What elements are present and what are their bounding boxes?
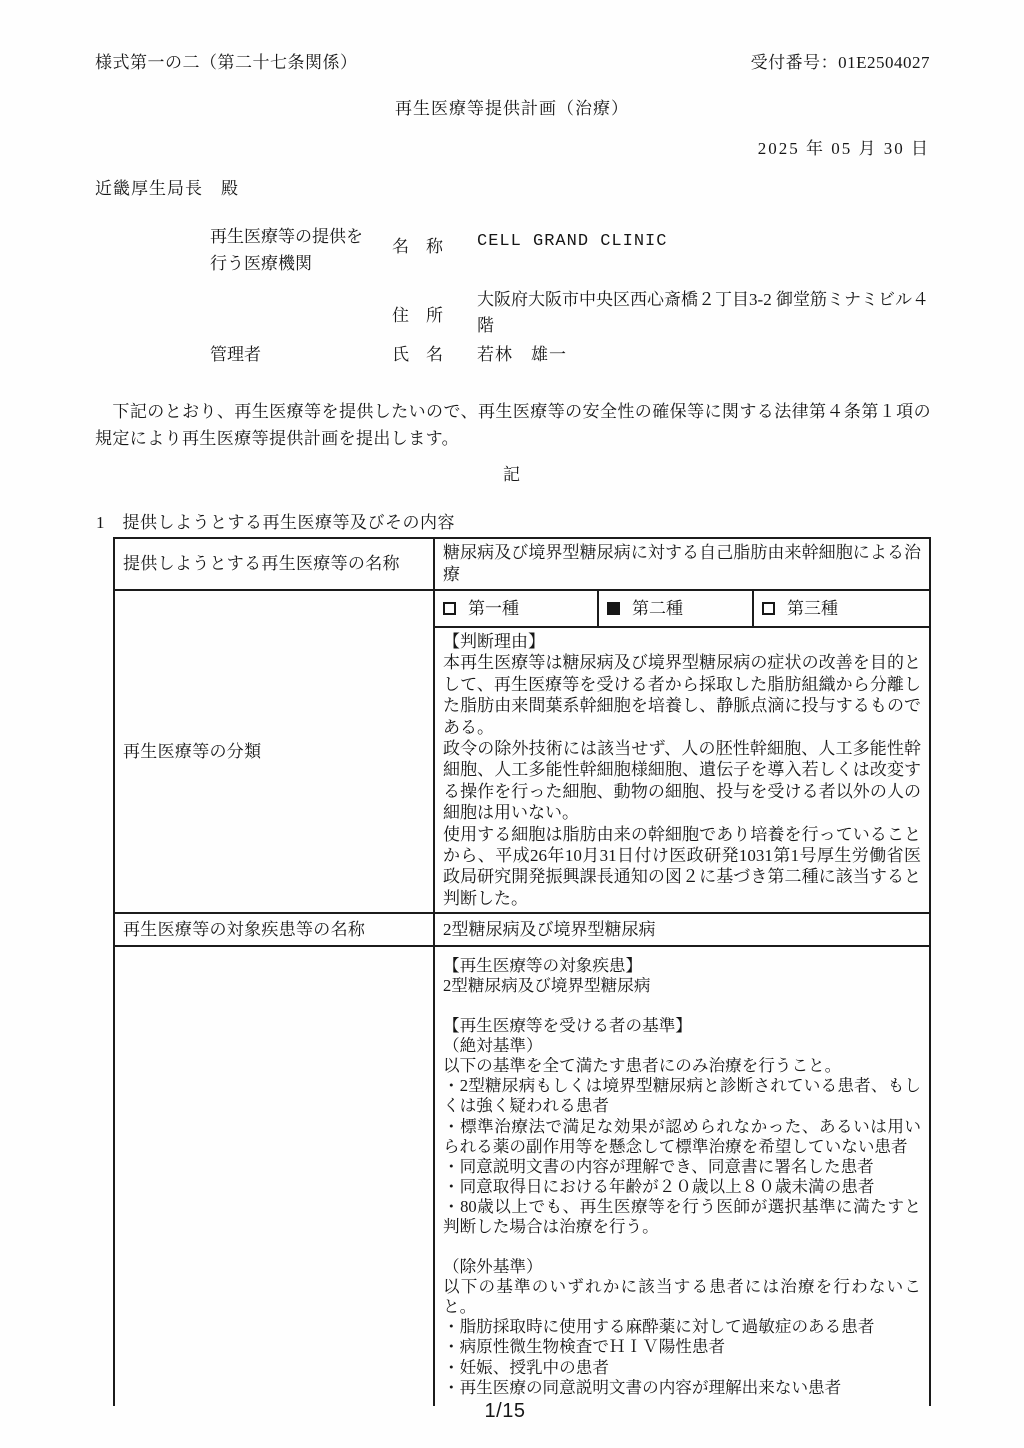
document-title: 再生医療等提供計画（治療） bbox=[395, 99, 629, 118]
exclusion-criteria-item: ・再生医療の同意説明文書の内容が理解出来ない患者 bbox=[443, 1377, 842, 1397]
institution-address-label: 住 所 bbox=[392, 306, 443, 325]
checkbox-type3-icon bbox=[762, 602, 775, 615]
classification-type1-label: 第一種 bbox=[468, 598, 519, 618]
manager-label: 管理者 bbox=[210, 345, 261, 364]
judgment-reason-title: 【判断理由】 bbox=[443, 632, 545, 651]
treatment-name-value: 糖尿病及び境界型糖尿病に対する自己脂肪由来幹細胞による治療 bbox=[434, 538, 930, 590]
provider-institution-label-line2: 行う医療機関 bbox=[210, 254, 312, 273]
judgment-reason-paragraph: 使用する細胞は脂肪由来の幹細胞であり培養を行っていることから、平成26年10月31日付け医政研発1031第1号厚生労働省医政局研究開発振興課長通知の図２に基づき第二種に該当すると判断した。 bbox=[443, 824, 922, 908]
target-disease-section-value: 2型糖尿病及び境界型糖尿病 bbox=[443, 975, 651, 995]
checkbox-type1-icon bbox=[443, 602, 456, 615]
institution-name-value: CELL GRAND CLINIC bbox=[477, 232, 668, 251]
form-number: 様式第一の二（第二十七条関係） bbox=[95, 53, 358, 72]
checkbox-type2-icon bbox=[607, 602, 620, 615]
absolute-criteria-item: ・同意説明文書の内容が理解でき、同意書に署名した患者 bbox=[443, 1156, 874, 1176]
absolute-criteria-item: ・2型糖尿病もしくは境界型糖尿病と診断されている患者、もしくは強く疑われる患者 bbox=[443, 1076, 922, 1116]
manager-name-label: 氏 名 bbox=[392, 345, 443, 364]
table-row-patient-criteria bbox=[114, 946, 930, 1406]
table-row-target-disease bbox=[114, 913, 930, 946]
target-disease-value: 2型糖尿病及び境界型糖尿病 bbox=[434, 913, 930, 946]
exclusion-criteria-item: ・病原性微生物検査でＨＩＶ陽性患者 bbox=[443, 1337, 726, 1357]
classification-type1-cell bbox=[434, 590, 598, 627]
absolute-criteria-item: ・80歳以上でも、再生医療等を行う医師が選択基準に満たすと判断した場合は治療を行う。 bbox=[443, 1196, 922, 1236]
page-number: 1/15 bbox=[484, 1400, 526, 1422]
classification-label: 再生医療等の分類 bbox=[114, 590, 434, 913]
exclusion-criteria-item: ・脂肪採取時に使用する麻酔薬に対して過敏症のある患者 bbox=[443, 1317, 875, 1337]
manager-name-value: 若林 雄一 bbox=[477, 345, 567, 364]
classification-type2-cell bbox=[598, 590, 753, 627]
absolute-criteria-item: ・同意取得日における年齢が２０歳以上８０歳未満の患者 bbox=[443, 1176, 875, 1196]
record-mark: 記 bbox=[503, 465, 521, 484]
target-disease-label: 再生医療等の対象疾患等の名称 bbox=[114, 913, 434, 946]
treatment-name-label: 提供しようとする再生医療等の名称 bbox=[114, 538, 434, 590]
exclusion-criteria-intro: 以下の基準のいずれかに該当する患者には治療を行わないこと。 bbox=[443, 1277, 922, 1317]
judgment-reason-cell bbox=[434, 627, 930, 913]
absolute-criteria-title: （絶対基準） bbox=[443, 1036, 543, 1056]
exclusion-criteria-item: ・妊娠、授乳中の患者 bbox=[443, 1357, 609, 1377]
target-disease-section-title: 【再生医療等の対象疾患】 bbox=[443, 955, 643, 975]
judgment-reason-paragraph: 政令の除外技術には該当せず、人の胚性幹細胞、人工多能性幹細胞、人工多能性幹細胞様細胞、遺伝子を導入若しくは改変する操作を行った細胞、動物の細胞、投与を受ける者以外の人の細胞は用いない。 bbox=[443, 739, 922, 823]
intro-paragraph: 下記のとおり、再生医療等を提供したいので、再生医療等の安全性の確保等に関する法律第４条第１項の規定により再生医療等提供計画を提出します。 bbox=[95, 402, 931, 448]
classification-type3-cell bbox=[753, 590, 930, 627]
absolute-criteria-item: ・標準治療法で満足な効果が認められなかった、あるいは用いられる薬の副作用等を懸念して標準治療を希望していない患者 bbox=[443, 1116, 922, 1156]
patient-criteria-cell bbox=[434, 946, 930, 1406]
document-date: 2025 年 05 月 30 日 bbox=[757, 139, 930, 158]
exclusion-criteria-title: （除外基準） bbox=[443, 1257, 543, 1277]
provider-institution-label: 再生医療等の提供を bbox=[210, 227, 363, 246]
provision-plan-table bbox=[113, 537, 931, 1406]
section1-heading: 1 提供しようとする再生医療等及びその内容 bbox=[96, 513, 455, 532]
classification-type2-label: 第二種 bbox=[632, 598, 683, 618]
table-row-treatment-name bbox=[114, 538, 930, 590]
absolute-criteria-intro: 以下の基準を全て満たす患者にのみ治療を行うこと。 bbox=[443, 1056, 842, 1076]
spacer bbox=[443, 996, 921, 1016]
spacer bbox=[443, 1237, 921, 1257]
classification-type3-label: 第三種 bbox=[787, 598, 838, 618]
institution-address-value: 大阪府大阪市中央区西心斎橋２丁目3-2 御堂筋ミナミビル４階 bbox=[477, 290, 929, 335]
receipt-number: 受付番号：01E2504027 bbox=[750, 53, 930, 72]
addressee: 近畿厚生局長 殿 bbox=[95, 179, 239, 198]
institution-name-label: 名 称 bbox=[392, 237, 443, 256]
judgment-reason-paragraph: 本再生医療等は糖尿病及び境界型糖尿病の症状の改善を目的として、再生医療等を受ける者から採取した脂肪組織から分離した脂肪由来間葉系幹細胞を培養し、静脈点滴に投与するものである。 bbox=[443, 653, 922, 737]
patient-criteria-empty-label-cell bbox=[114, 946, 434, 1406]
table-row-classification bbox=[114, 590, 930, 627]
criteria-section-title: 【再生医療等を受ける者の基準】 bbox=[443, 1016, 692, 1036]
